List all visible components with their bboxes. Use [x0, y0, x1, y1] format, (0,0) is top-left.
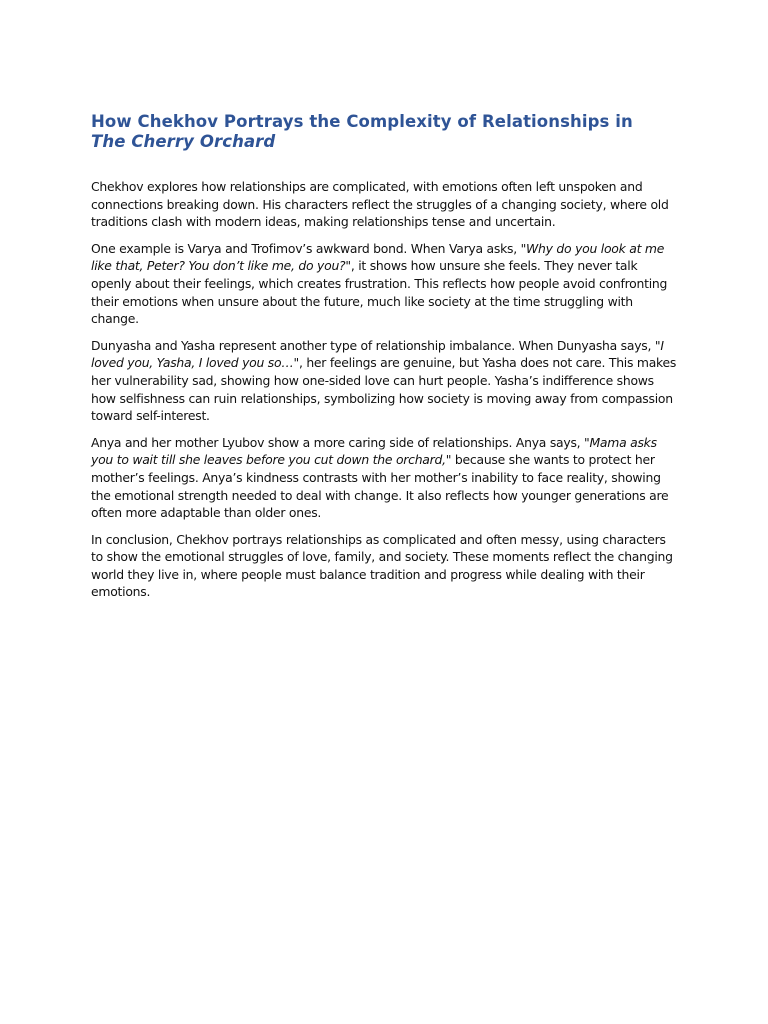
quote-varya: "Why do you look at me like that, Peter? You don’t like me, do you?" [91, 240, 665, 274]
title-line-2-play-name: The Cherry Orchard [91, 132, 276, 151]
paragraph-text-before: One example is Varya and Trofimov’s awkward bond. When Varya asks, [91, 240, 521, 256]
paragraph-text-before: Anya and her mother Lyubov show a more caring side of relationships. Anya says, [91, 434, 585, 450]
paragraph-text-after: , it shows how unsure she feels. They never talk openly about their feelings, which creates frustration. This reflects how people avoid confronting their emotions when unsure about the future, much like society at the time struggling with change. [91, 258, 668, 327]
paragraph-varya-trofimov [91, 240, 679, 328]
paragraph-text-after: because she wants to protect her mother’s feelings. Anya’s kindness contrasts with her mother’s inability to face reality, showing the emotional strength needed to deal with change. It also reflects how younger generations are often more adaptable than older ones. [91, 452, 669, 521]
paragraph-text-before: Dunyasha and Yasha represent another type of relationship imbalance. When Dunyasha says, [91, 337, 655, 353]
paragraph-text: In conclusion, Chekhov portrays relationships as complicated and often messy, using characters to show the emotional struggles of love, family, and society. These moments reflect the changing world they live in, where people must balance tradition and progress while dealing with their emotions. [91, 531, 673, 600]
paragraph-anya-lyubov [91, 434, 679, 522]
paragraph-conclusion [91, 531, 679, 601]
paragraph-text-after: , her feelings are genuine, but Yasha does not care. This makes her vulnerability sad, showing how one-sided love can hurt people. Yasha’s indifference shows how selfishness can ruin relationships, symbolizing how society is moving away from compassion toward self-interest. [91, 355, 677, 424]
paragraph-intro [91, 178, 679, 231]
paragraph-text: Chekhov explores how relationships are complicated, with emotions often left unspoken and connections breaking down. His characters reflect the struggles of a changing society, where old traditions clash with modern ideas, making relationships tense and uncertain. [91, 179, 669, 230]
quote-anya: "Mama asks you to wait till she leaves before you cut down the orchard," [91, 434, 657, 468]
document-body [91, 178, 679, 601]
document-content [91, 112, 679, 610]
title-line-1: How Chekhov Portrays the Complexity of Relationships in [91, 112, 633, 131]
paragraph-dunyasha-yasha [91, 337, 679, 425]
quote-dunyasha: "I loved you, Yasha, I loved you so…" [91, 337, 664, 371]
document-title [91, 112, 679, 152]
